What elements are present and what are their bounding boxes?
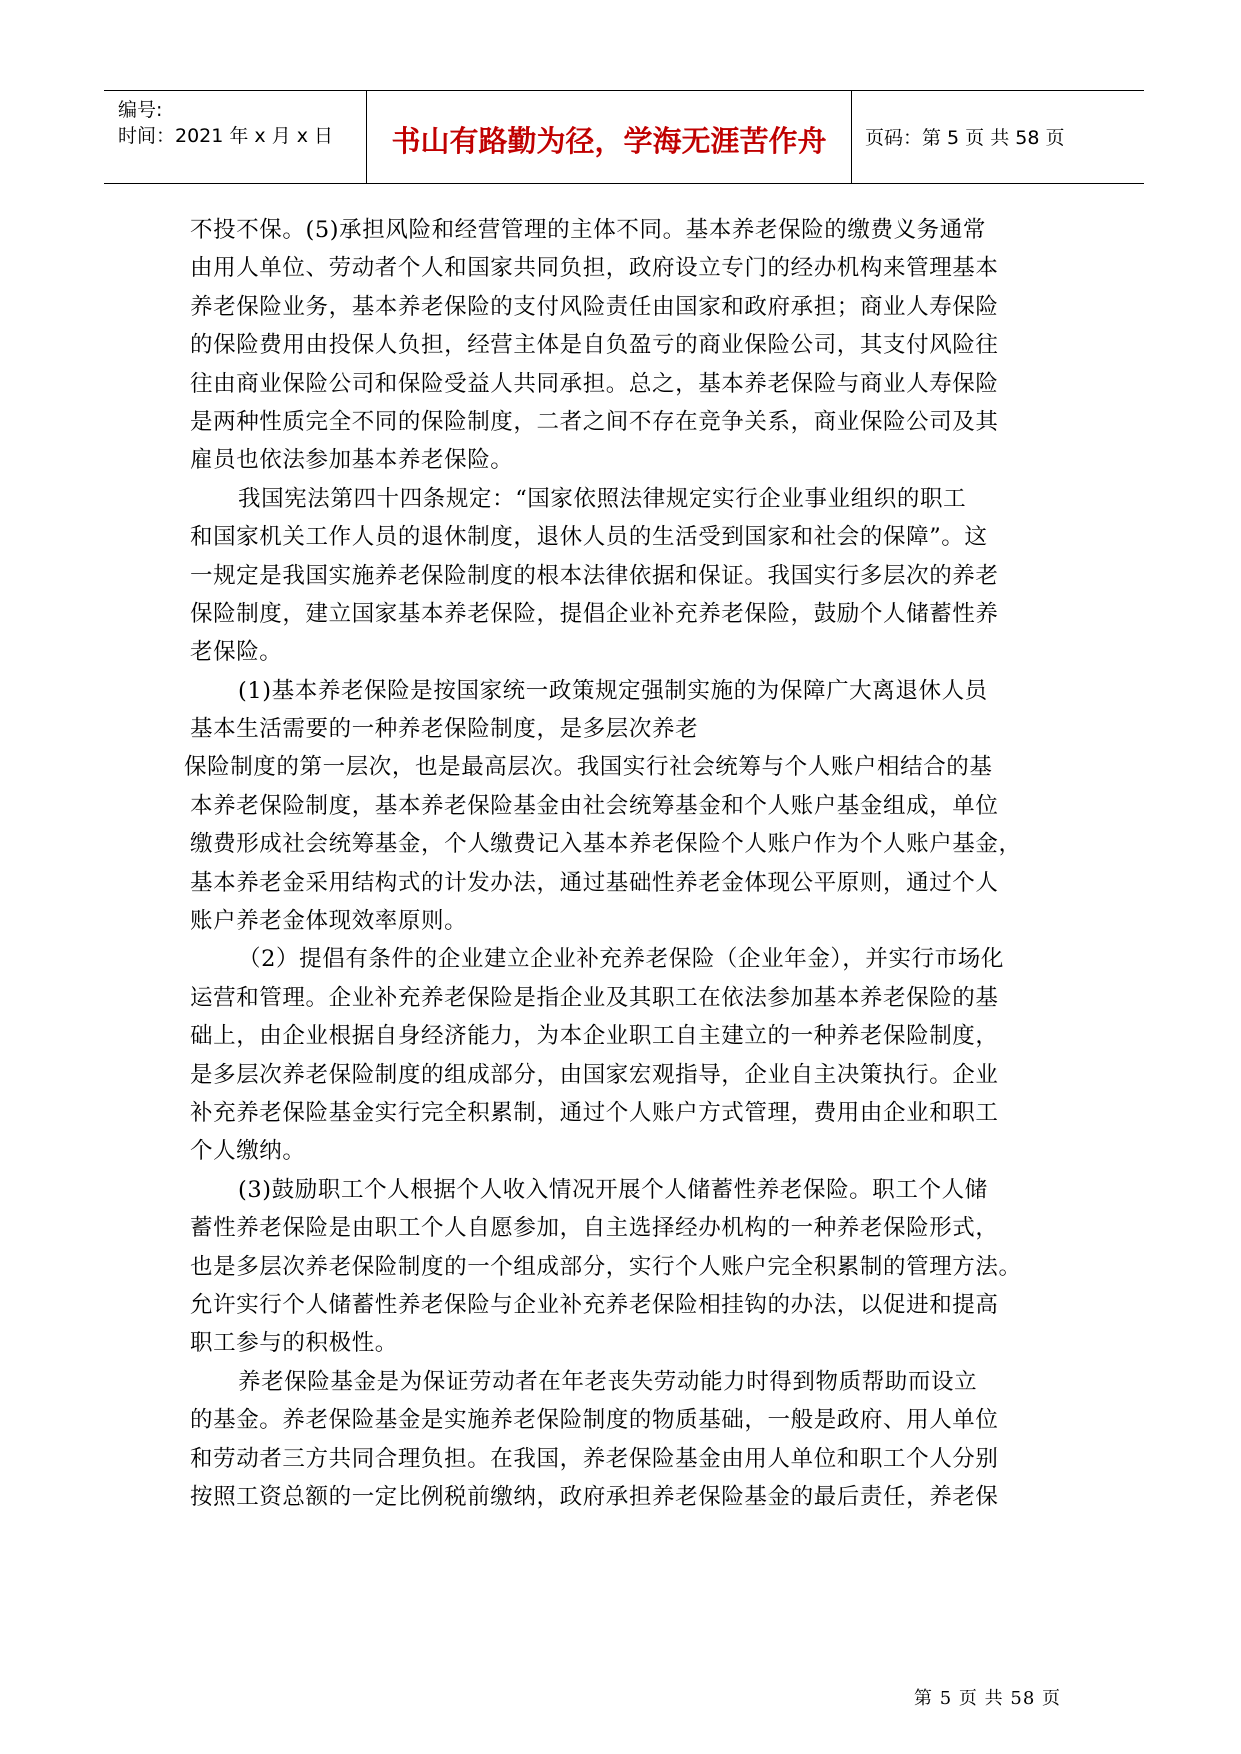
header-middle-cell: [367, 91, 852, 183]
body-line: 也是多层次养老保险制度的一个组成部分，实行个人账户完全积累制的管理方法。: [190, 1253, 1022, 1280]
header-left-cell: [104, 91, 367, 183]
header-page-code: 页码：第 5 页 共 58 页: [865, 127, 1065, 149]
body-line: 补充养老保险基金实行完全积累制，通过个人账户方式管理，费用由企业和职工: [190, 1099, 999, 1126]
body-line: 是多层次养老保险制度的组成部分，由国家宏观指导，企业自主决策执行。企业: [190, 1061, 999, 1088]
header-motto: 书山有路勤为径，学海无涯苦作舟: [391, 124, 827, 158]
body-line: 运营和管理。企业补充养老保险是指企业及其职工在依法参加基本养老保险的基: [190, 984, 999, 1011]
body-line: (1)基本养老保险是按国家统一政策规定强制实施的为保障广大离退休人员: [238, 677, 988, 704]
body-line: 账户养老金体现效率原则。: [190, 908, 468, 935]
body-line: 和劳动者三方共同合理负担。在我国，养老保险基金由用人单位和职工个人分别: [190, 1445, 999, 1472]
body-text: [184, 211, 1060, 1516]
body-line: 的保险费用由投保人负担，经营主体是自负盈亏的商业保险公司，其支付风险往: [190, 332, 999, 359]
page-footer: 第 5 页 共 58 页: [914, 1688, 1061, 1709]
body-line: (3)鼓励职工个人根据个人收入情况开展个人储蓄性养老保险。职工个人储: [238, 1176, 988, 1203]
body-line: 基本养老金采用结构式的计发办法，通过基础性养老金体现公平原则，通过个人: [190, 869, 999, 896]
body-line: 职工参与的积极性。: [190, 1330, 398, 1357]
body-line: 和国家机关工作人员的退休制度，退休人员的生活受到国家和社会的保障”。这: [190, 524, 988, 551]
document-number-label: 编号:: [118, 99, 163, 121]
body-line: 保险制度，建立国家基本养老保险，提倡企业补充养老保险，鼓励个人储蓄性养: [190, 600, 999, 627]
body-line: 按照工资总额的一定比例税前缴纳，政府承担养老保险基金的最后责任，养老保: [190, 1483, 999, 1510]
body-line: 不投不保。(5)承担风险和经营管理的主体不同。基本养老保险的缴费义务通常: [190, 217, 986, 243]
body-line: 我国宪法第四十四条规定：“国家依照法律规定实行企业事业组织的职工: [238, 485, 967, 512]
body-line: 是两种性质完全不同的保险制度，二者之间不存在竞争关系，商业保险公司及其: [190, 408, 999, 435]
body-line: 蓄性养老保险是由职工个人自愿参加，自主选择经办机构的一种养老保险形式，: [190, 1215, 999, 1242]
body-line: 由用人单位、劳动者个人和国家共同负担，政府设立专门的经办机构来管理基本: [190, 255, 999, 282]
body-line: 往由商业保险公司和保险受益人共同承担。总之，基本养老保险与商业人寿保险: [190, 370, 999, 397]
body-line: 保险制度的第一层次，也是最高层次。我国实行社会统筹与个人账户相结合的基: [184, 754, 993, 781]
body-line: 个人缴纳。: [190, 1138, 306, 1165]
body-line: （2）提倡有条件的企业建立企业补充养老保险（企业年金），并实行市场化: [238, 946, 1004, 973]
body-line: 养老保险业务，基本养老保险的支付风险责任由国家和政府承担；商业人寿保险: [190, 293, 999, 320]
body-line: 本养老保险制度，基本养老保险基金由社会统筹基金和个人账户基金组成，单位: [190, 792, 999, 819]
body-line: 允许实行个人储蓄性养老保险与企业补充养老保险相挂钩的办法，以促进和提高: [190, 1291, 999, 1318]
body-line: 的基金。养老保险基金是实施养老保险制度的物质基础，一般是政府、用人单位: [190, 1407, 999, 1434]
body-line: 雇员也依法参加基本养老保险。: [190, 447, 514, 474]
body-line: 一规定是我国实施养老保险制度的根本法律依据和保证。我国实行多层次的养老: [190, 562, 999, 589]
body-line: 础上，由企业根据自身经济能力，为本企业职工自主建立的一种养老保险制度，: [190, 1023, 999, 1050]
body-line: 老保险。: [190, 639, 283, 666]
page-header: [104, 90, 1144, 184]
header-right-cell: [853, 91, 1143, 183]
document-time-label: 时间：2021 年 x 月 x 日: [118, 125, 334, 147]
body-line: 基本生活需要的一种养老保险制度，是多层次养老: [190, 716, 699, 743]
body-line: 缴费形成社会统筹基金，个人缴费记入基本养老保险个人账户作为个人账户基金，: [190, 831, 1022, 858]
body-line: 养老保险基金是为保证劳动者在年老丧失劳动能力时得到物质帮助而设立: [238, 1368, 978, 1395]
